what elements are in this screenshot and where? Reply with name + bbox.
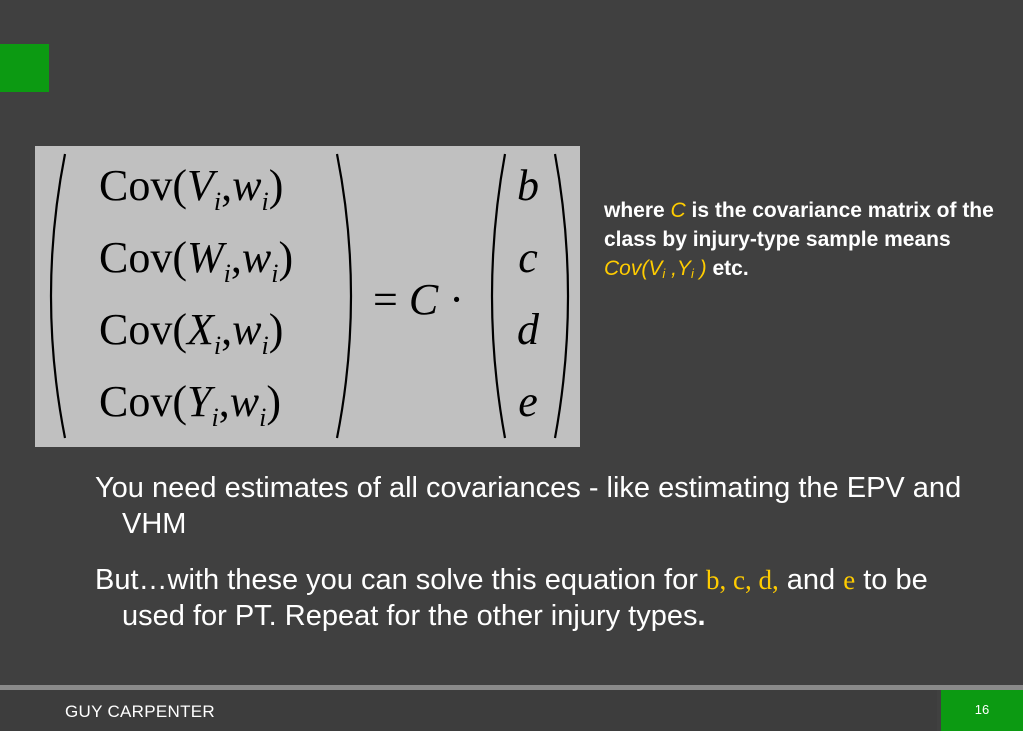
left-matrix-paren-open [51, 154, 65, 438]
vector-element-e: e [518, 377, 538, 426]
equation-row-1: $Cov(V_i,w_i)$ [99, 161, 284, 216]
green-accent-block [0, 44, 49, 92]
bullet-item-2: But…with these you can solve this equation for b, c, d, and e to be used for PT. Repeat for the other injury types. [95, 564, 928, 632]
page-number: 16 [941, 690, 1023, 731]
bullet-list [95, 470, 975, 654]
equation-row-2: $Cov(W_i,w_i)$ [99, 233, 294, 288]
equation-rhs: = C · [373, 275, 464, 324]
right-vector-paren-open [492, 154, 505, 438]
vector-element-d: d [517, 305, 539, 354]
covariance-equation [35, 146, 580, 447]
vector-element-b: b [517, 161, 539, 210]
equation-row-3: $Cov(X_i,w_i)$ [99, 305, 284, 360]
vector-element-c: c [518, 233, 538, 282]
covariance-note: where C is the covariance matrix of the class by injury-type sample means $Cov(V_i$ $,Y_i$ ) etc. [604, 199, 994, 281]
footer-brand: GUY CARPENTER [65, 702, 216, 721]
bullet-item-1: You need estimates of all covariances - like estimating the EPV and VHM [95, 472, 962, 540]
right-vector-paren-close [555, 154, 568, 438]
equation-row-4: $Cov(Y_i,w_i)$ [99, 377, 281, 432]
